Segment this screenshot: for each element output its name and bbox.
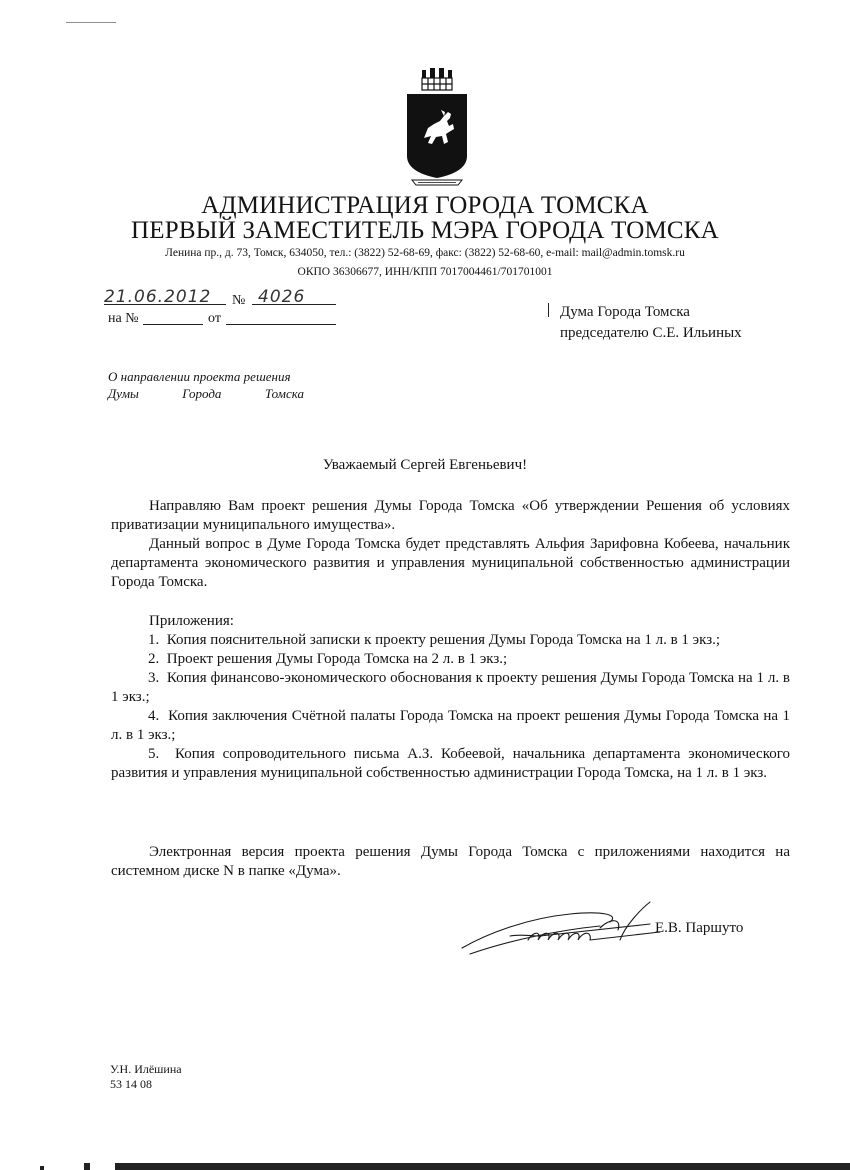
attachment-number: 2.: [148, 651, 160, 667]
addressee-block: [560, 302, 742, 344]
attachment-item: [111, 707, 790, 745]
coat-of-arms-icon: [404, 66, 470, 190]
position-title: ПЕРВЫЙ ЗАМЕСТИТЕЛЬ МЭРА ГОРОДА ТОМСКА: [131, 217, 719, 244]
attachment-text: Копия заключения Счётной палаты Города Томска на проект решения Думы Города Томска на 1 л. в 1 экз.;: [111, 708, 790, 743]
date-underline: [104, 304, 226, 305]
attachment-item: [111, 631, 790, 650]
salutation: Уважаемый Сергей Евгеньевич!: [322, 457, 528, 473]
registry-codes: ОКПО 36306677, ИНН/КПП 7017004461/701701001: [297, 266, 553, 278]
attachment-number: 4.: [148, 708, 160, 724]
signature-icon: [450, 896, 670, 976]
scan-border-bottom: [115, 1163, 850, 1170]
attachment-text: Копия сопроводительного письма А.З. Кобеевой, начальника департамента экономического развития и управления муниципальной собственностью администрации Города Томска, на 1 л. в 1 экз.: [111, 746, 791, 781]
closing-block: [111, 843, 790, 881]
letter-body: [111, 497, 790, 592]
scan-mark-top: [66, 22, 116, 23]
subject-block: [108, 368, 304, 402]
reference-underline: [143, 324, 203, 325]
attachment-number: 1.: [148, 632, 160, 648]
executor-name: У.Н. Илёшина: [110, 1062, 182, 1076]
attachment-item: [111, 669, 790, 707]
handwritten-date: 21.06.2012: [104, 287, 212, 307]
addressee-corner-mark: [548, 303, 549, 317]
subject-word: Томска: [264, 386, 304, 401]
addressee-person: председателю С.Е. Ильиных: [560, 325, 742, 341]
subject-line-2: [108, 385, 304, 402]
attachment-text: Копия финансово-экономического обоснования к проекту решения Думы Города Томска на 1 л. в 1 экз.;: [111, 670, 790, 705]
attachment-text: Копия пояснительной записки к проекту решения Думы Города Томска на 1 л. в 1 экз.;: [166, 632, 721, 648]
subject-word: Думы: [108, 386, 139, 401]
executor-phone: 53 14 08: [110, 1077, 152, 1091]
from-label: от: [208, 311, 221, 326]
contact-line: Ленина пр., д. 73, Томск, 634050, тел.: (3822) 52-68-69, факс: (3822) 52-68-60, e-mail: mail@admin.tomsk.ru: [165, 247, 685, 259]
attachment-number: 3.: [148, 670, 160, 686]
attachment-number: 5.: [148, 746, 160, 762]
reference-label: на №: [108, 311, 139, 326]
closing-paragraph: Электронная версия проекта решения Думы Города Томска с приложениями находится на системном диске N в папке «Дума».: [111, 844, 790, 879]
number-label: №: [232, 293, 246, 308]
body-paragraph: Данный вопрос в Думе Города Томска будет представлять Альфия Зарифовна Кобеева, начальник департамента экономического развития и управления муниципальной собственностью администрации Города Томска.: [111, 536, 790, 590]
from-underline: [226, 324, 336, 325]
scan-mark-bottom-left-2: [40, 1166, 44, 1170]
attachments-list: [111, 612, 790, 783]
number-underline: [252, 304, 336, 305]
subject-line-1: О направлении проекта решения: [108, 369, 291, 384]
attachments-heading: Приложения:: [149, 613, 234, 629]
attachment-item: [111, 745, 790, 783]
subject-word: Города: [182, 386, 222, 401]
handwritten-number: 4026: [258, 287, 306, 307]
executor-block: [110, 1062, 182, 1092]
scan-mark-bottom-left: [84, 1163, 90, 1170]
body-paragraph: Направляю Вам проект решения Думы Города Томска «Об утверждении Решения об условиях приватизации муниципального имущества».: [111, 498, 790, 533]
attachment-item: [111, 650, 790, 669]
signer-name: Е.В. Паршуто: [655, 920, 744, 936]
organization-title: АДМИНИСТРАЦИЯ ГОРОДА ТОМСКА: [201, 192, 649, 219]
addressee-organization: Дума Города Томска: [560, 304, 690, 320]
attachment-text: Проект решения Думы Города Томска на 2 л. в 1 экз.;: [166, 651, 508, 667]
